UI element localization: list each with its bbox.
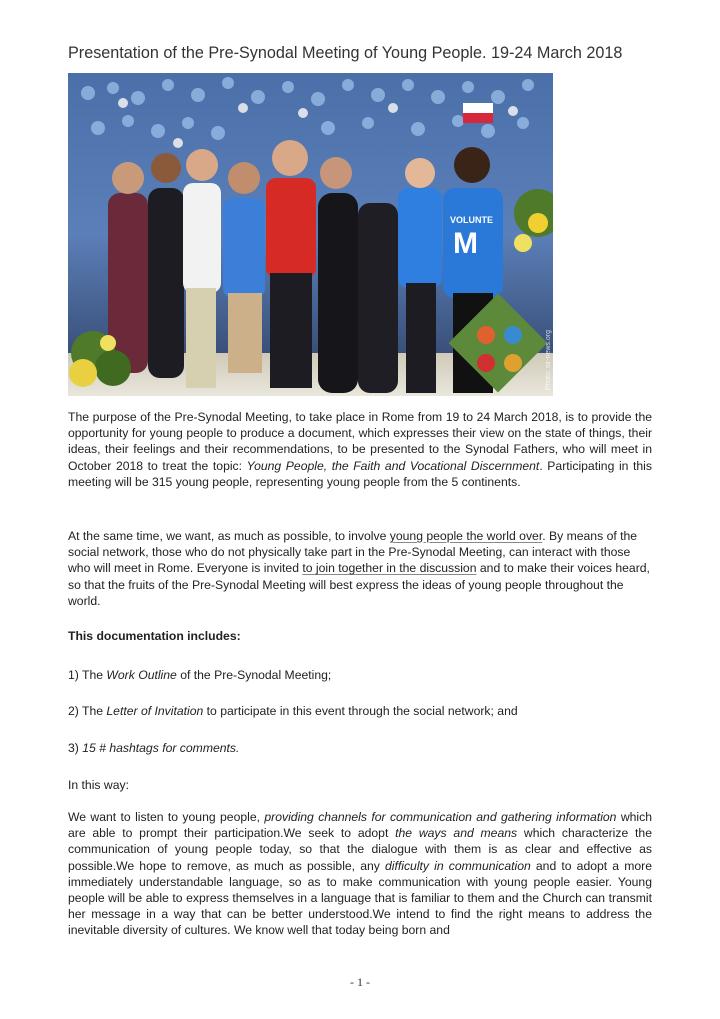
in-this-way-label: In this way: <box>68 778 129 792</box>
list-item-2-prefix: 2) The <box>68 704 107 718</box>
photo-credit: Photo: sir-news.org <box>545 329 552 390</box>
page-number: - 1 - <box>350 975 370 989</box>
involve-text-1: At the same time, we want, as much as possible, to involve <box>68 529 390 543</box>
closing-text-2: which are able to prompt their participation.We seek to adopt <box>68 810 652 841</box>
svg-text:M: M <box>453 227 478 260</box>
list-item-3-emphasis: 15 # hashtags for comments. <box>82 741 240 755</box>
list-item-1-suffix: of the Pre-Synodal Meeting; <box>176 668 332 682</box>
header-photo <box>68 73 553 396</box>
involve-text-3: and to make their voices heard, so that the fruits of the Pre-Synodal Meeting will best express the ideas of young people throughout the world. <box>68 561 650 608</box>
includes-heading: This documentation includes: <box>68 629 241 643</box>
page-title: Presentation of the Pre-Synodal Meeting of Young People. 19-24 March 2018 <box>68 44 623 62</box>
closing-text-3: which characterize the communication of young people today, so that the dialogue with them is as clear and effective as possible.We hope to remove, as much as possible, any <box>68 826 652 873</box>
intro-paragraph <box>68 409 652 490</box>
crowd-photo-image <box>68 73 553 396</box>
involve-text-2: . By means of the social network, those who do not physically take part in the Pre-Synodal Meeting, can interact with those who will meet in Rome. Everyone is invited <box>68 529 638 576</box>
list-item-2-suffix: to participate in this event through the social network; and <box>203 704 518 718</box>
join-discussion-link[interactable]: to join together in the discussion <box>302 561 477 576</box>
list-item-2-emphasis: Letter of Invitation <box>106 704 204 718</box>
young-people-world-link[interactable]: young people the world over <box>389 529 543 543</box>
closing-text-1: We want to listen to young people, <box>68 810 265 824</box>
closing-emphasis-2: the ways and means <box>395 826 518 841</box>
svg-text:VOLUNTE: VOLUNTE <box>450 215 494 225</box>
list-item-2 <box>68 703 652 719</box>
list-item-1-prefix: 1) The <box>68 668 107 682</box>
closing-text-4: and to adopt a more immediately understandable language, so as to make communication with young people easier. Young people will be able to express themselves in a language that is familiar to them and the Church can transmit her message in a way that can be better understood.We intend to find the right means to address the inevitable diversity of cultures. We know well that today being born and <box>68 858 652 938</box>
list-item-1-emphasis: Work Outline <box>106 668 177 682</box>
closing-paragraph <box>68 809 652 939</box>
involve-paragraph <box>68 528 652 609</box>
closing-emphasis-3: difficulty in communication <box>385 858 531 873</box>
intro-topic: Young People, the Faith and Vocational Discernment <box>246 458 540 473</box>
list-item-1 <box>68 667 652 683</box>
intro-text-2: . Participating in this meeting will be 315 young people, representing young people from the 5 continents. <box>68 458 652 489</box>
closing-emphasis-1: providing channels for communication and gathering information <box>264 810 617 824</box>
intro-text-1: The purpose of the Pre-Synodal Meeting, to take place in Rome from 19 to 24 March 2018, is to provide the opportunity for young people to produce a document, which expresses their view on the state of things, their ideas, their feelings and their recommendations, to be presented to the Synodal Fathers, who will meet in October 2018 to treat the topic: <box>68 410 652 473</box>
list-item-3 <box>68 740 652 756</box>
list-item-3-prefix: 3) <box>68 741 83 755</box>
